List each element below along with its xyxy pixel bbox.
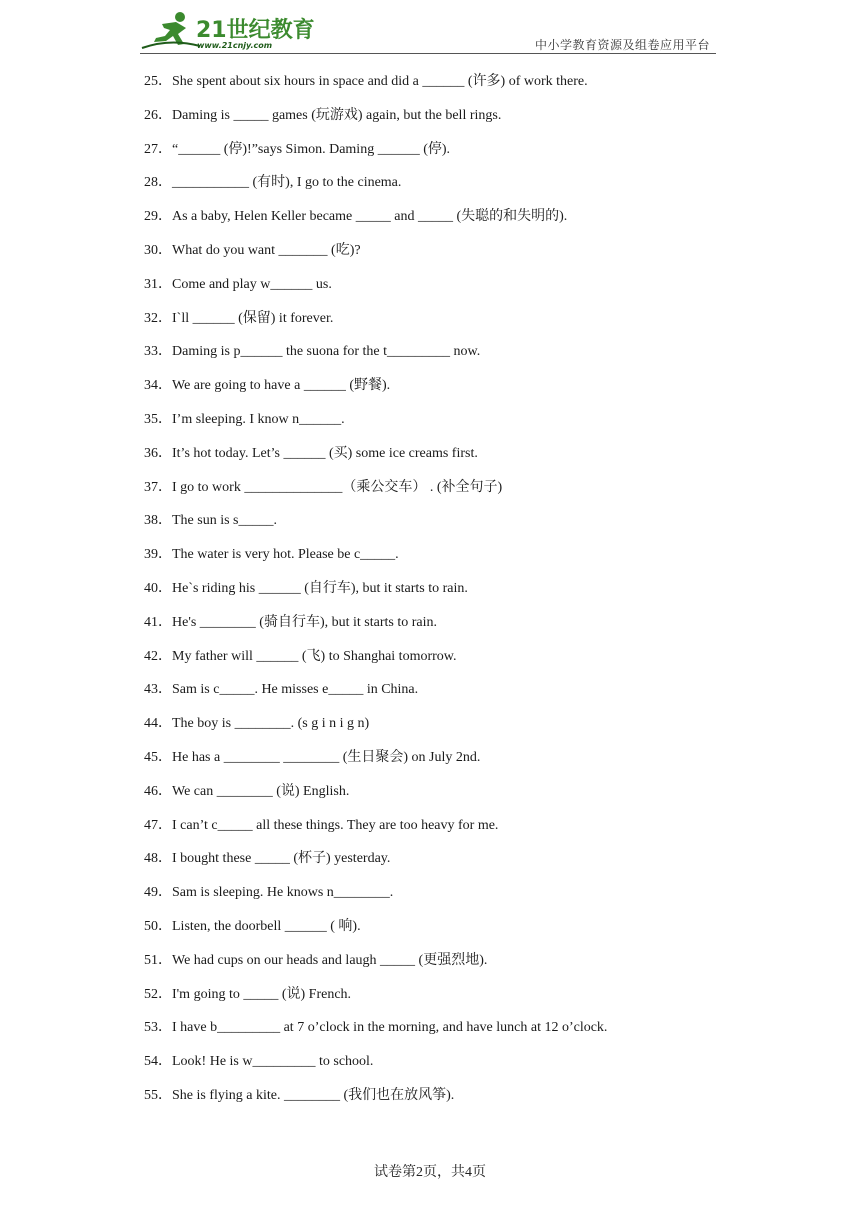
- question-text: She spent about six hours in space and did a ______ (许多) of work there.: [172, 74, 588, 89]
- question-list: [144, 72, 744, 1120]
- question-text: I'm going to _____ (说) French.: [172, 986, 352, 1002]
- platform-name: 中小学教育资源及组卷应用平台: [534, 38, 710, 52]
- question-item: [144, 714, 744, 748]
- question-number: 50．: [144, 918, 172, 934]
- question-item: [144, 275, 744, 309]
- question-item: [144, 376, 744, 410]
- question-text: Listen, the doorbell ______ ( 响).: [172, 918, 361, 934]
- question-number: 31．: [144, 276, 172, 292]
- question-text: I bought these _____ (杯子) yesterday.: [172, 851, 391, 867]
- question-text: It’s hot today. Let’s ______ (买) some ice creams first.: [172, 445, 478, 461]
- question-item: [144, 883, 744, 917]
- question-number: 28．: [144, 175, 172, 191]
- question-text: I have b_________ at 7 o’clock in the morning, and have lunch at 12 o’clock.: [172, 1020, 608, 1036]
- question-text: Sam is c_____. He misses e_____ in China.: [172, 682, 419, 698]
- question-number: 36．: [144, 445, 172, 461]
- question-item: [144, 647, 744, 681]
- question-item: [144, 140, 744, 174]
- question-number: 37．: [144, 479, 172, 495]
- question-text: As a baby, Helen Keller became _____ and _____ (失聪的和失明的).: [172, 209, 568, 225]
- question-text: He has a ________ ________ (生日聚会) on July 2nd.: [172, 749, 481, 765]
- question-text: We can ________ (说) English.: [172, 783, 350, 799]
- question-text: We are going to have a ______ (野餐).: [172, 378, 391, 394]
- question-number: 48．: [144, 851, 172, 867]
- question-number: 55．: [144, 1087, 172, 1103]
- question-number: 34．: [144, 378, 172, 394]
- question-item: [144, 444, 744, 478]
- question-number: 27．: [144, 141, 172, 157]
- question-number: 43．: [144, 682, 172, 698]
- question-text: Sam is sleeping. He knows n________.: [172, 885, 394, 901]
- question-number: 53．: [144, 1020, 172, 1036]
- question-text: The boy is ________. (s g i n i g n): [172, 716, 370, 732]
- page-footer: 试卷第2页，共4页: [374, 1165, 486, 1180]
- question-number: 30．: [144, 242, 172, 258]
- question-text: Daming is p______ the suona for the t_________ now.: [172, 344, 481, 360]
- question-text: Daming is _____ games (玩游戏) again, but the bell rings.: [172, 107, 502, 123]
- question-text: I go to work ______________（乘公交车） . (补全句子): [172, 479, 503, 495]
- question-number: 26．: [144, 107, 172, 123]
- header-divider: [140, 53, 716, 54]
- question-item: [144, 951, 744, 985]
- question-item: [144, 1086, 744, 1120]
- question-number: 47．: [144, 817, 172, 833]
- question-number: 39．: [144, 547, 172, 563]
- question-text: I`ll ______ (保留) it forever.: [172, 310, 334, 326]
- question-item: [144, 748, 744, 782]
- logo-text: 21世纪教育: [196, 18, 315, 43]
- question-item: [144, 309, 744, 343]
- question-text: Come and play w______ us.: [172, 276, 332, 292]
- question-item: [144, 207, 744, 241]
- question-item: [144, 1052, 744, 1086]
- question-text: We had cups on our heads and laugh _____ (更强烈地).: [172, 952, 488, 968]
- question-number: 25．: [144, 74, 172, 89]
- question-text: ___________ (有时), I go to the cinema.: [172, 175, 402, 191]
- question-text: My father will ______ (飞) to Shanghai tomorrow.: [172, 648, 457, 664]
- question-item: [144, 478, 744, 512]
- question-number: 32．: [144, 310, 172, 326]
- question-item: [144, 917, 744, 951]
- question-number: 52．: [144, 986, 172, 1002]
- question-number: 46．: [144, 783, 172, 799]
- logo-url-text: www.21cnjy.com: [197, 41, 273, 50]
- question-number: 41．: [144, 614, 172, 630]
- question-text: “______ (停)!”says Simon. Daming ______ (停).: [172, 141, 451, 157]
- page-header: [140, 8, 716, 54]
- question-number: 42．: [144, 648, 172, 664]
- question-number: 44．: [144, 716, 172, 732]
- question-item: [144, 241, 744, 275]
- question-number: 49．: [144, 885, 172, 901]
- question-item: [144, 410, 744, 444]
- question-number: 38．: [144, 513, 172, 529]
- question-item: [144, 1018, 744, 1052]
- question-number: 33．: [144, 344, 172, 360]
- question-text: I’m sleeping. I know n______.: [172, 411, 345, 427]
- question-text: He`s riding his ______ (自行车), but it starts to rain.: [172, 580, 468, 596]
- question-text: She is flying a kite. ________ (我们也在放风筝).: [172, 1087, 455, 1103]
- question-number: 54．: [144, 1054, 172, 1070]
- question-number: 40．: [144, 580, 172, 596]
- question-item: [144, 173, 744, 207]
- question-item: [144, 849, 744, 883]
- question-text: The sun is s_____.: [172, 513, 277, 529]
- question-item: [144, 342, 744, 376]
- question-number: 35．: [144, 411, 172, 427]
- question-item: [144, 613, 744, 647]
- question-item: [144, 511, 744, 545]
- question-text: What do you want _______ (吃)?: [172, 242, 361, 258]
- question-number: 29．: [144, 209, 172, 225]
- question-item: [144, 545, 744, 579]
- question-text: Look! He is w_________ to school.: [172, 1054, 374, 1070]
- question-item: [144, 985, 744, 1019]
- question-item: [144, 579, 744, 613]
- question-text: He's ________ (骑自行车), but it starts to rain.: [172, 614, 437, 630]
- question-number: 51．: [144, 952, 172, 968]
- question-item: [144, 72, 744, 106]
- question-text: The water is very hot. Please be c_____.: [172, 547, 399, 563]
- question-item: [144, 106, 744, 140]
- runner-logo-icon: [140, 8, 315, 52]
- question-item: [144, 680, 744, 714]
- question-item: [144, 782, 744, 816]
- site-logo: [140, 8, 315, 52]
- question-item: [144, 816, 744, 850]
- question-text: I can’t c_____ all these things. They are too heavy for me.: [172, 817, 499, 833]
- question-number: 45．: [144, 749, 172, 765]
